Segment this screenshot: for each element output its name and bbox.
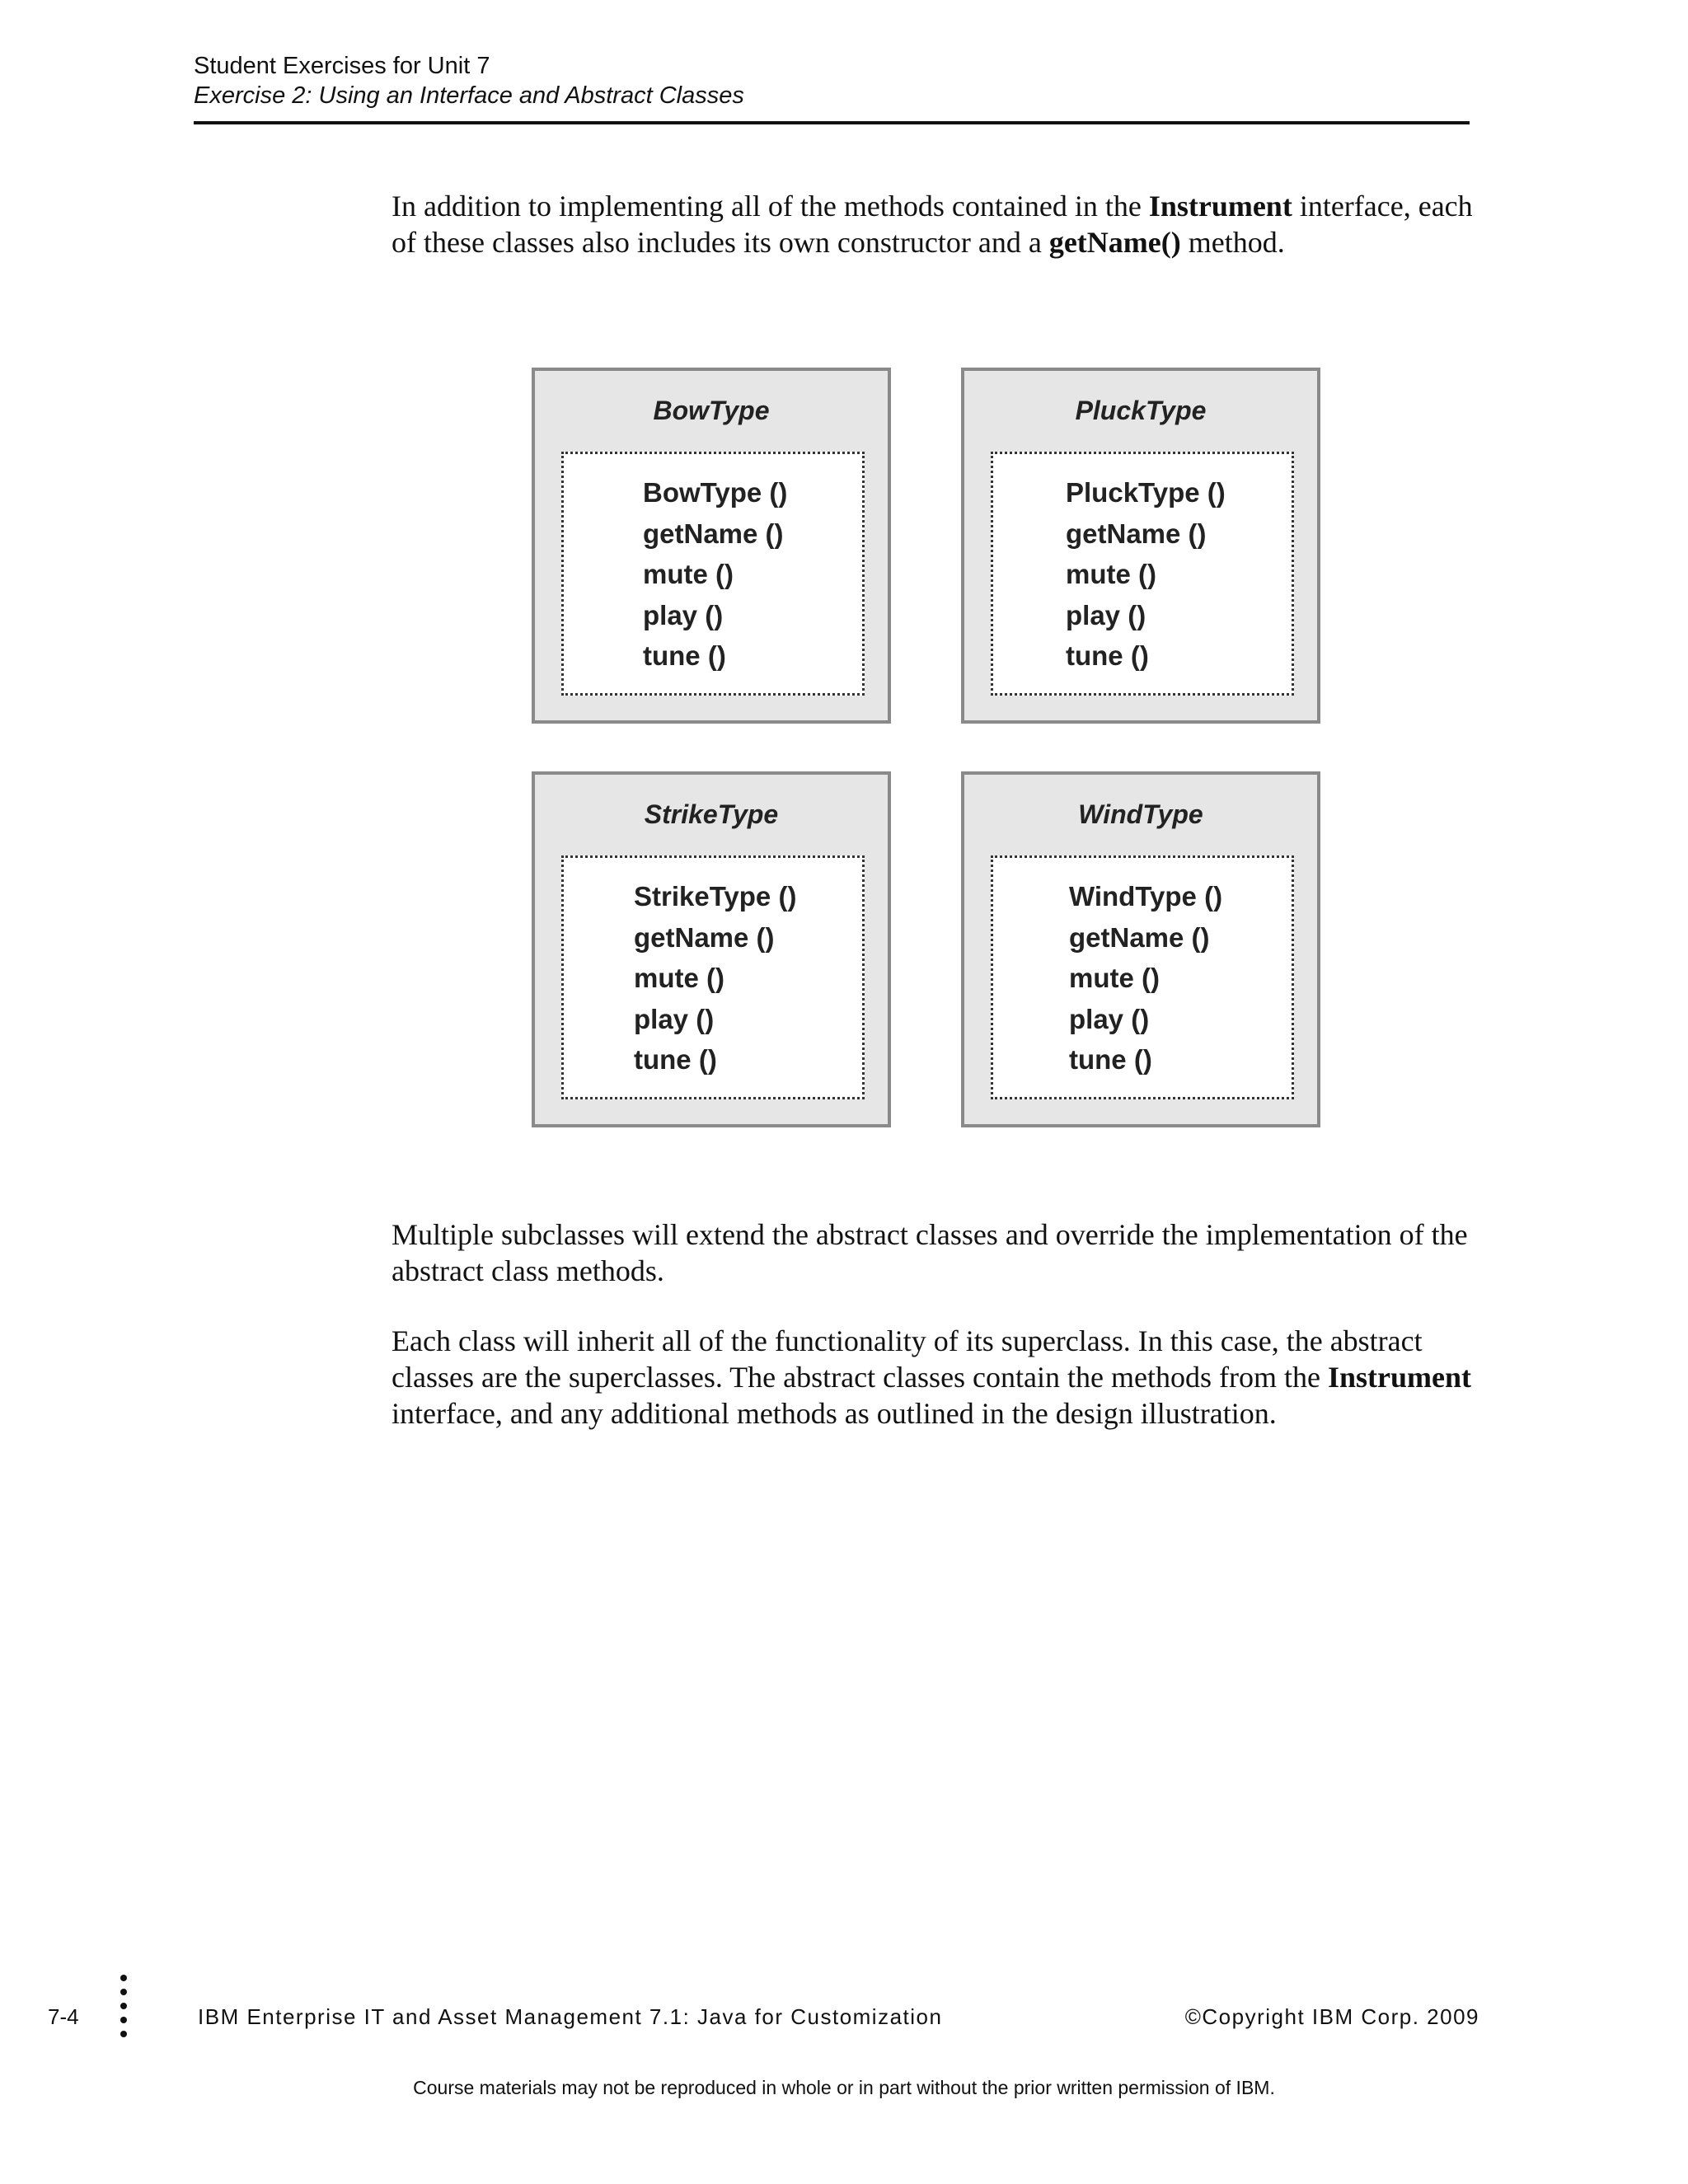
method-item: mute (): [643, 559, 734, 589]
method-item: PluckType (): [1066, 477, 1226, 508]
reproduction-notice: Course materials may not be reproduced in whole or in part without the prior written permission of IBM.: [413, 2077, 1275, 2098]
inheritance-text-1: Each class will inherit all of the functionality of its superclass. In this case, the abstract classes are the superclasses. The abstract classes contain the methods from the: [392, 1324, 1423, 1394]
method-list: [643, 472, 787, 677]
course-title: IBM Enterprise IT and Asset Management 7.1: Java for Customization: [198, 2004, 943, 2029]
method-item: StrikeType (): [634, 881, 797, 912]
intro-bold-getname: getName(): [1048, 226, 1181, 259]
method-item: BowType (): [643, 477, 788, 508]
method-item: play (): [643, 599, 724, 630]
inheritance-bold-instrument: Instrument: [1327, 1361, 1471, 1394]
method-item: play (): [1069, 1003, 1150, 1034]
method-item: getName (): [634, 921, 775, 953]
method-list: [1069, 876, 1222, 1080]
intro-bold-instrument: Instrument: [1148, 190, 1292, 223]
method-item: mute (): [634, 963, 724, 993]
method-item: mute (): [1069, 963, 1160, 993]
method-item: mute (): [1066, 559, 1156, 589]
copyright: ©Copyright IBM Corp. 2009: [1184, 2004, 1479, 2029]
class-diagram: [532, 368, 1329, 1134]
class-title: StrikeType: [644, 799, 779, 829]
class-title: BowType: [653, 396, 770, 425]
class-title: PluckType: [1075, 396, 1207, 425]
method-item: tune (): [1066, 640, 1149, 671]
inheritance-text-2: interface, and any additional methods as outlined in the design illustration.: [392, 1397, 1277, 1430]
method-box: [561, 452, 865, 696]
page-number: 7-4: [48, 2004, 79, 2029]
page-header: [194, 51, 1470, 110]
footer-dots-divider: [120, 1975, 129, 2045]
inheritance-paragraph: [392, 1323, 1479, 1432]
subclass-paragraph: Multiple subclasses will extend the abstract classes and override the implementation of the abstract class methods.: [392, 1218, 1468, 1287]
exercise-title: Exercise 2: Using an Interface and Abstract Classes: [194, 82, 744, 109]
unit-title: Student Exercises for Unit 7: [194, 53, 490, 79]
intro-text-3: method.: [1180, 226, 1285, 259]
method-box: [991, 452, 1294, 696]
method-box: [561, 855, 865, 1099]
class-box-bowtype: [532, 368, 891, 724]
method-item: play (): [1066, 599, 1146, 630]
class-box-striketype: [532, 771, 891, 1127]
method-item: WindType (): [1069, 881, 1223, 912]
method-item: tune (): [634, 1044, 717, 1075]
header-divider: [194, 121, 1470, 124]
class-box-plucktype: [961, 368, 1320, 724]
method-item: getName (): [1066, 518, 1207, 549]
method-item: getName (): [1069, 921, 1210, 953]
method-list: [634, 876, 796, 1080]
method-item: play (): [634, 1003, 715, 1034]
method-list: [1066, 472, 1226, 677]
class-title: WindType: [1078, 799, 1203, 829]
intro-paragraph: [392, 188, 1479, 260]
intro-text-1: In addition to implementing all of the methods contained in the: [392, 190, 1149, 223]
method-box: [991, 855, 1294, 1099]
method-item: getName (): [643, 518, 784, 549]
intro-text-2: interface, each of these classes also includes its own constructor and a: [392, 190, 1473, 259]
method-item: tune (): [643, 640, 726, 671]
method-item: tune (): [1069, 1044, 1152, 1075]
class-box-windtype: [961, 771, 1320, 1127]
